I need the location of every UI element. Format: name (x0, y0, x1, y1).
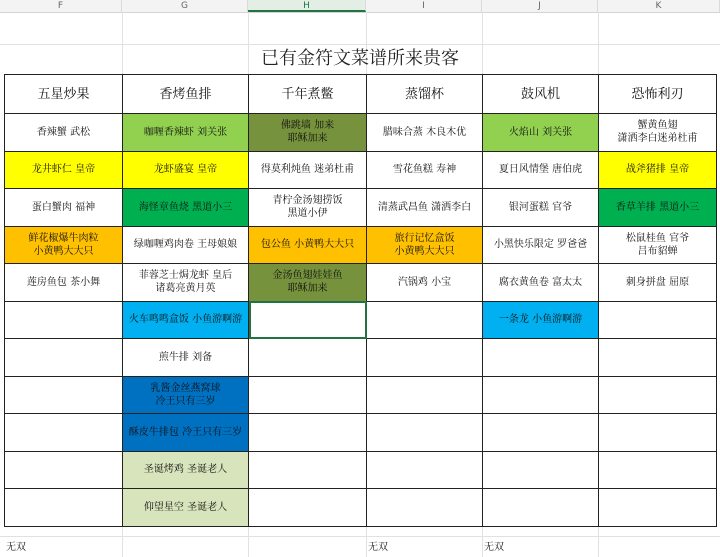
table-cell[interactable] (367, 489, 483, 527)
table-cell[interactable] (249, 376, 367, 414)
table-cell[interactable]: 煎牛排 刘备 (123, 339, 249, 377)
table-cell[interactable]: 海怪章鱼烧 黑道小三 (123, 189, 249, 227)
table-cell[interactable]: 菲蓉芝士焗龙虾 皇后 诸葛亮黄月英 (123, 264, 249, 302)
table-row (5, 151, 717, 189)
column-header-g[interactable]: G (122, 0, 248, 12)
table-cell[interactable]: 包公鱼 小黄鸭大大只 (249, 226, 367, 264)
table-row (5, 114, 717, 152)
column-header-i[interactable]: I (366, 0, 482, 12)
table-cell[interactable] (249, 339, 367, 377)
column-header-f[interactable]: F (0, 0, 122, 12)
table-cell[interactable] (367, 376, 483, 414)
column-header-bar (0, 0, 720, 13)
table-cell[interactable]: 雪花鱼糕 寿神 (367, 151, 483, 189)
column-title[interactable]: 鼓风机 (483, 75, 599, 114)
footer-label-f: 无双 (6, 542, 26, 553)
table-cell[interactable]: 腊味合蒸 木良木优 (367, 114, 483, 152)
table-cell[interactable] (249, 414, 367, 452)
table-cell[interactable]: 莲房鱼包 茶小舞 (5, 264, 123, 302)
table-cell[interactable] (5, 301, 123, 339)
table-cell[interactable]: 香辣蟹 武松 (5, 114, 123, 152)
table-row (5, 301, 717, 339)
guest-menu-table (4, 74, 717, 527)
gridline (0, 536, 720, 537)
footer-label-i: 无双 (368, 542, 388, 553)
table-cell[interactable] (5, 451, 123, 489)
table-cell[interactable] (249, 489, 367, 527)
table-cell[interactable]: 刺身拼盘 屈原 (599, 264, 717, 302)
table-cell[interactable]: 火焰山 刘关张 (483, 114, 599, 152)
table-row (5, 489, 717, 527)
table-cell[interactable] (483, 339, 599, 377)
table-cell[interactable]: 咖喱香辣虾 刘关张 (123, 114, 249, 152)
table-cell[interactable]: 龙井虾仁 皇帝 (5, 151, 123, 189)
table-row (5, 376, 717, 414)
sheet-title: 已有金符文菜谱所来贵客 (261, 48, 459, 69)
table-row (5, 189, 717, 227)
table-cell[interactable]: 龙虾盛宴 皇帝 (123, 151, 249, 189)
table-cell[interactable]: 松鼠桂鱼 官爷 吕布貂蝉 (599, 226, 717, 264)
table-cell[interactable]: 银河蛋糕 官爷 (483, 189, 599, 227)
table-cell[interactable]: 香草羊排 黑道小三 (599, 189, 717, 227)
table-cell[interactable] (599, 489, 717, 527)
table-cell[interactable] (5, 489, 123, 527)
column-title[interactable]: 五星炒果 (5, 75, 123, 114)
column-header-j[interactable]: J (482, 0, 598, 12)
table-cell[interactable]: 旅行记忆盒饭 小黄鸭大大只 (367, 226, 483, 264)
table-row (5, 451, 717, 489)
table-cell[interactable]: 仰望星空 圣诞老人 (123, 489, 249, 527)
table-cell[interactable]: 乳酱金丝燕窝球 冷王只有三岁 (123, 376, 249, 414)
table-cell[interactable] (249, 451, 367, 489)
column-title[interactable]: 千年煮鳖 (249, 75, 367, 114)
table-cell[interactable] (5, 376, 123, 414)
table-cell[interactable]: 一条龙 小鱼游啊游 (483, 301, 599, 339)
table-cell[interactable] (483, 489, 599, 527)
table-cell[interactable] (367, 414, 483, 452)
table-cell[interactable] (483, 451, 599, 489)
table-cell[interactable] (367, 301, 483, 339)
table-cell[interactable] (367, 339, 483, 377)
table-cell[interactable]: 火车鸣鸣盒饭 小鱼游啊游 (123, 301, 249, 339)
column-title[interactable]: 蒸馏杯 (367, 75, 483, 114)
column-header-h[interactable]: H (248, 0, 366, 12)
table-header-row (5, 75, 717, 114)
table-cell[interactable]: 夏日风情堡 唐伯虎 (483, 151, 599, 189)
selected-cell[interactable] (249, 301, 367, 339)
table-cell[interactable]: 青柠金汤翅捞饭 黑道小伊 (249, 189, 367, 227)
table-cell[interactable] (5, 339, 123, 377)
table-cell[interactable] (367, 451, 483, 489)
table-cell[interactable]: 腐衣黄鱼卷 富太太 (483, 264, 599, 302)
table-cell[interactable]: 小黑快乐限定 罗爸爸 (483, 226, 599, 264)
table-cell[interactable] (599, 376, 717, 414)
table-cell[interactable] (599, 339, 717, 377)
column-title[interactable]: 香烤鱼排 (123, 75, 249, 114)
column-header-k[interactable]: K (598, 0, 720, 12)
table-cell[interactable] (599, 301, 717, 339)
table-cell[interactable] (5, 414, 123, 452)
footer-label-j: 无双 (484, 542, 504, 553)
table-row (5, 339, 717, 377)
table-cell[interactable] (483, 376, 599, 414)
table-cell[interactable]: 汽锅鸡 小宝 (367, 264, 483, 302)
table-cell[interactable]: 蛋白蟹肉 福神 (5, 189, 123, 227)
table-cell[interactable]: 绿咖喱鸡肉卷 王母娘娘 (123, 226, 249, 264)
table-row (5, 414, 717, 452)
table-cell[interactable]: 蟹黄鱼翅 潇洒李白迷弟杜甫 (599, 114, 717, 152)
table-cell[interactable] (483, 414, 599, 452)
table-cell[interactable]: 鲜花椒爆牛肉粒 小黄鸭大大只 (5, 226, 123, 264)
table-cell[interactable]: 圣诞烤鸡 圣诞老人 (123, 451, 249, 489)
table-cell[interactable] (599, 451, 717, 489)
table-cell[interactable]: 金汤鱼翅娃娃鱼 耶稣加来 (249, 264, 367, 302)
table-cell[interactable]: 清蒸武昌鱼 潇洒李白 (367, 189, 483, 227)
table-cell[interactable]: 得莫利炖鱼 迷弟杜甫 (249, 151, 367, 189)
column-title[interactable]: 恐怖利刃 (599, 75, 717, 114)
table-cell[interactable]: 酥皮牛排包 冷王只有三岁 (123, 414, 249, 452)
table-cell[interactable]: 佛跳墙 加来 耶稣加来 (249, 114, 367, 152)
table-cell[interactable] (599, 414, 717, 452)
table-cell[interactable]: 战斧猪排 皇帝 (599, 151, 717, 189)
table-row (5, 226, 717, 264)
table-row (5, 264, 717, 302)
